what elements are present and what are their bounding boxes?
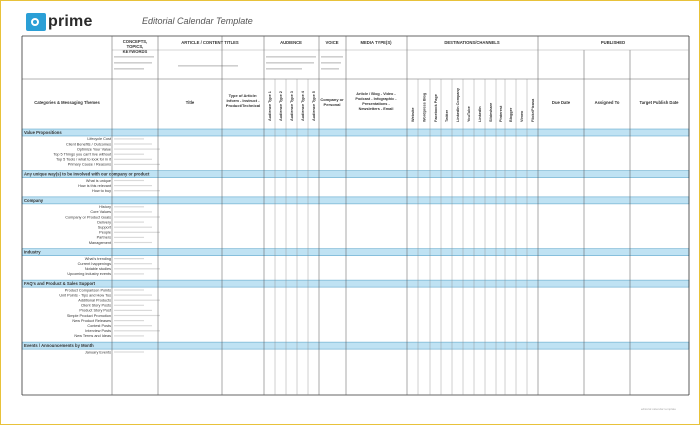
placeholder-line [114, 138, 144, 139]
placeholder-line [266, 62, 314, 64]
placeholder-line [321, 62, 341, 64]
header-channel: Pinterest [499, 105, 503, 122]
placeholder-line [114, 227, 152, 228]
row-label: Current happenings [77, 262, 111, 266]
row-label: Product Story Post [79, 308, 111, 313]
placeholder-line [321, 56, 343, 58]
section-band [22, 129, 689, 136]
row-label: How to buy [92, 189, 111, 193]
row-label: Interview Posts [85, 329, 111, 334]
row-label: How is this relevant [78, 183, 111, 188]
section-band [22, 342, 689, 349]
section-band [22, 249, 689, 256]
row-label: Optimize Your Value [76, 147, 111, 152]
header-published: PUBLISHED [600, 40, 626, 45]
header-channel: Website [411, 107, 415, 122]
placeholder-line [114, 56, 154, 58]
header-channel: YouTube [467, 106, 471, 122]
header-target-publish: Target Publish Date [639, 100, 679, 105]
placeholder-line [114, 320, 144, 321]
placeholder-line [114, 149, 160, 150]
placeholder-line [321, 68, 339, 70]
header-audience-type: Audience Type 4 [301, 91, 305, 121]
header-media: Podcast - Infographic - [355, 97, 397, 101]
header-due-date: Due Date [551, 100, 571, 105]
header-type-of-article: Inform - Instruct - [226, 98, 260, 103]
header-destinations: DESTINATIONS/CHANNELS [444, 40, 500, 45]
placeholder-line [114, 206, 144, 207]
row-label: Simple Product Promotion [66, 313, 111, 318]
placeholder-line [114, 164, 160, 165]
header-media: Presentations - [362, 102, 390, 106]
placeholder-line [114, 258, 144, 259]
header-channel: Slideshare [489, 102, 493, 122]
header-channel: Blogger [509, 107, 513, 122]
header-voice: VOICE [325, 40, 339, 45]
row-label: Lifecycle Cost [87, 137, 111, 142]
header-channel: LinkedIn Company [456, 88, 460, 122]
placeholder-line [114, 185, 152, 186]
header-audience-type: Audience Type 3 [290, 91, 294, 121]
row-label: Primary Cause / Reasons [67, 162, 111, 167]
placeholder-line [114, 143, 152, 144]
section-band [22, 280, 689, 287]
header-media: Article / Blog - Video - [356, 92, 396, 96]
header-channel: LinkedIn [478, 106, 482, 122]
section-band [22, 197, 689, 204]
header-channel: Twitter [445, 109, 449, 122]
row-label: Contest Posts [87, 324, 111, 328]
header-assigned-to: Assigned To [594, 100, 620, 105]
row-label: Management [88, 240, 111, 245]
row-label: History [99, 205, 111, 210]
header-concepts: TOPICS, [126, 44, 144, 49]
placeholder-line [114, 232, 160, 233]
header-audience-type: Audience Type 5 [312, 91, 316, 121]
placeholder-line [114, 154, 144, 155]
placeholder-line [114, 62, 152, 64]
section-title: FAQ's and Product & Sales Support [24, 281, 96, 287]
row-label: Company or Product Goals [65, 215, 111, 220]
row-label: New Product Releases [72, 318, 111, 323]
placeholder-line [178, 65, 238, 67]
row-label: Client Benefits / Outcomes [66, 142, 111, 147]
row-label: Product Comparison Points [64, 288, 111, 293]
section-title: Any unique way(s) to be involved with our company or product [24, 171, 150, 177]
header-channel: Vimeo [520, 110, 524, 122]
row-label: Additional Products [78, 298, 111, 303]
placeholder-line [114, 159, 152, 160]
placeholder-line [114, 335, 144, 336]
header-channel: Facebook Page [434, 94, 438, 122]
placeholder-line [114, 325, 152, 326]
placeholder-line [114, 351, 144, 352]
page-title: Editorial Calendar Template [142, 16, 253, 26]
header-audience-type: Audience Type 1 [268, 91, 272, 121]
row-label: Delivery [97, 220, 111, 225]
header-company-persona: Personal [323, 102, 341, 107]
row-label: People [99, 230, 111, 235]
header-categories: Categories & Messaging Themes [34, 100, 100, 105]
header-company-persona: Company or [320, 97, 344, 102]
placeholder-line [114, 310, 152, 311]
header-article-titles: ARTICLE / CONTENT TITLES [181, 40, 239, 45]
footer-text: editorial calendar template [640, 407, 676, 411]
placeholder-line [114, 216, 160, 217]
placeholder-line [114, 211, 152, 212]
placeholder-line [114, 300, 160, 301]
header-audience: AUDIENCE [280, 40, 302, 45]
placeholder-line [114, 190, 160, 191]
placeholder-line [114, 263, 152, 264]
placeholder-line [114, 330, 160, 331]
row-label: Top 5 Things you can't live without [53, 152, 111, 157]
header-type-of-article: Product/Technical [225, 103, 261, 108]
placeholder-line [266, 68, 302, 70]
header-media: Newsletters - Email [358, 107, 394, 111]
row-label: Partners [96, 235, 111, 240]
header-concepts: CONCEPTS, [122, 39, 148, 44]
placeholder-line [114, 305, 144, 306]
row-label: Top 5 Tools / what to look for in it [55, 157, 111, 162]
section-title: Events / Announcements by Month [24, 343, 94, 349]
placeholder-line [114, 295, 152, 296]
row-label: Client Story Posts [80, 303, 111, 308]
header-type-of-article: Type of Article: [228, 93, 258, 98]
row-label: Unit Points - Tips and How Tos [59, 293, 111, 298]
header-audience-type: Audience Type 2 [279, 91, 283, 121]
placeholder-line [266, 56, 316, 58]
row-label: January Events [84, 350, 111, 355]
placeholder-line [114, 237, 144, 238]
row-label: What is unique [85, 178, 111, 183]
placeholder-line [114, 180, 144, 181]
placeholder-line [114, 222, 144, 223]
placeholder-line [114, 68, 144, 70]
header-channel: Wordpress Blog [422, 92, 427, 122]
header-concepts: KEYWORDS [122, 49, 148, 54]
section-title: Value Propositions [24, 130, 62, 135]
header-media-types: MEDIA TYPE(S) [360, 40, 392, 45]
row-label: Core Values [90, 210, 111, 215]
row-label: New Terms and Ideas [74, 334, 111, 339]
row-label: Support [97, 225, 111, 230]
header-title: Title [185, 100, 195, 105]
placeholder-line [114, 289, 144, 290]
placeholder-line [114, 273, 144, 274]
row-label: Notable studies [84, 267, 111, 272]
section-title: Company [24, 197, 44, 203]
placeholder-line [114, 242, 152, 243]
placeholder-line [114, 315, 160, 316]
section-title: Industry [24, 249, 41, 255]
row-label: Upcoming industry events [67, 272, 111, 277]
placeholder-line [114, 268, 160, 269]
header-channel: Flickr/Picasa [531, 98, 535, 122]
logo-wordmark: prime [48, 13, 93, 30]
row-label: What's trending [84, 256, 111, 261]
